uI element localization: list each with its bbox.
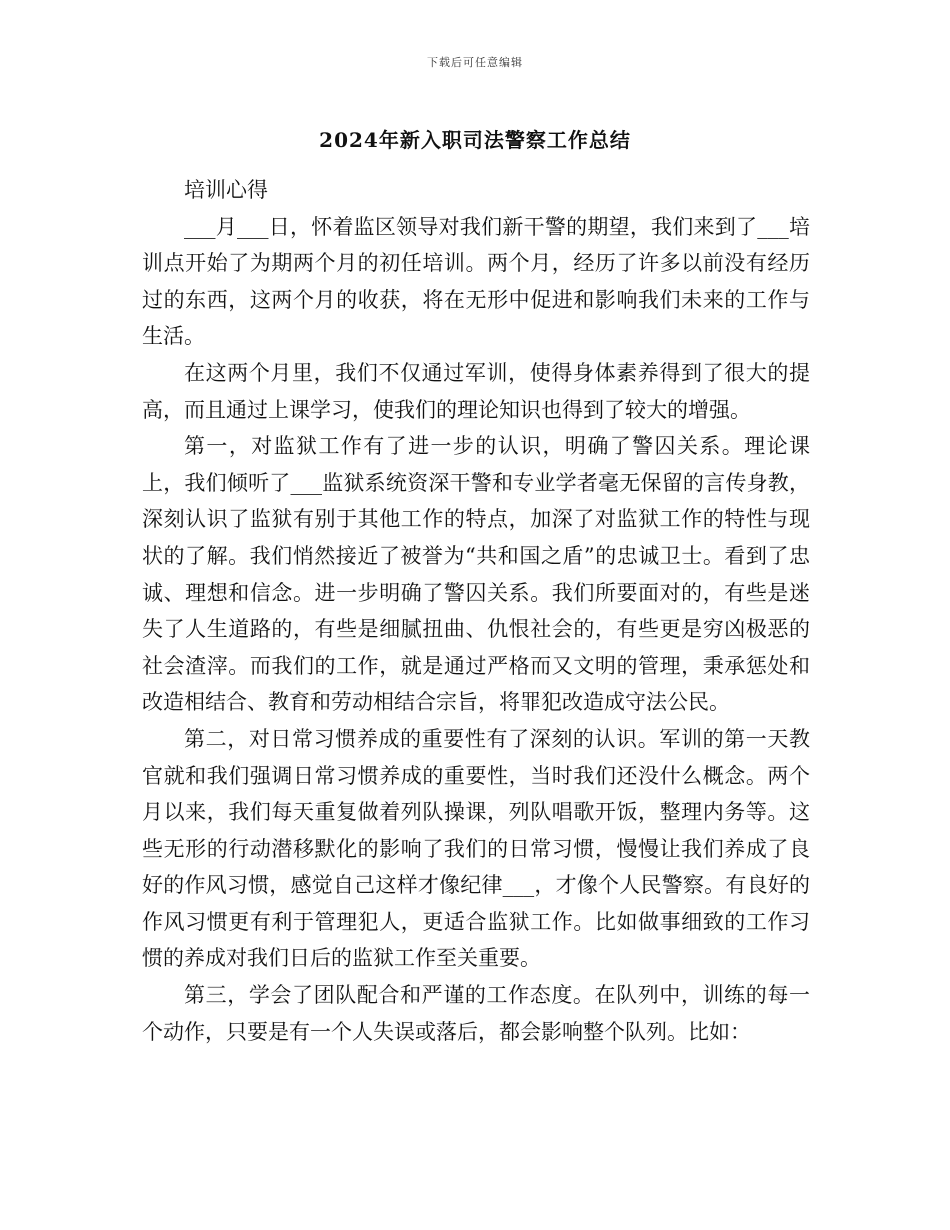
paragraph-point-two: 第二，对日常习惯养成的重要性有了深刻的认识。军训的第一天教官就和我们强调日常习惯养成的重要性，当时我们还没什么概念。两个月以来，我们每天重复做着列队操课，列队唱歌开饭，整理内务等。这些无形的行动潜移默化的影响了我们的日常习惯，慢慢让我们养成了良好的作风习惯，感觉自己这样才像纪律___，才像个人民警察。有良好的作风习惯更有利于管理犯人，更适合监狱工作。比如做事细致的工作习惯的养成对我们日后的监狱工作至关重要。 [142, 726, 810, 971]
document-title: 2024年新入职司法警察工作总结 [319, 128, 631, 152]
page-header-note: 下载后可任意编辑 [427, 56, 523, 69]
paragraph-intro: ___月___日，怀着监区领导对我们新干警的期望，我们来到了___培训点开始了为期两个月的初任培训。两个月，经历了许多以前没有经历过的东西，这两个月的收获，将在无形中促进和影响我们未来的工作与生活。 [142, 214, 810, 349]
paragraph-overview: 在这两个月里，我们不仅通过军训，使得身体素养得到了很大的提高，而且通过上课学习，使我们的理论知识也得到了较大的增强。 [142, 360, 810, 422]
document-body [142, 172, 810, 1050]
paragraph-section-heading: 培训心得 [184, 178, 268, 202]
paragraph-point-one: 第一，对监狱工作有了进一步的认识，明确了警囚关系。理论课上，我们倾听了___监狱系统资深干警和专业学者毫无保留的言传身教，深刻认识了监狱有别于其他工作的特点，加深了对监狱工作的特性与现状的了解。我们悄然接近了被誉为“共和国之盾”的忠诚卫士。看到了忠诚、理想和信念。进一步明确了警囚关系。我们所要面对的，有些是迷失了人生道路的，有些是细腻扭曲、仇恨社会的，有些更是穷凶极恶的社会渣滓。而我们的工作，就是通过严格而又文明的管理，秉承惩处和改造相结合、教育和劳动相结合宗旨，将罪犯改造成守法公民。 [142, 434, 810, 715]
paragraph-point-three: 第三，学会了团队配合和严谨的工作态度。在队列中，训练的每一个动作，只要是有一个人失误或落后，都会影响整个队列。比如： [142, 983, 810, 1044]
